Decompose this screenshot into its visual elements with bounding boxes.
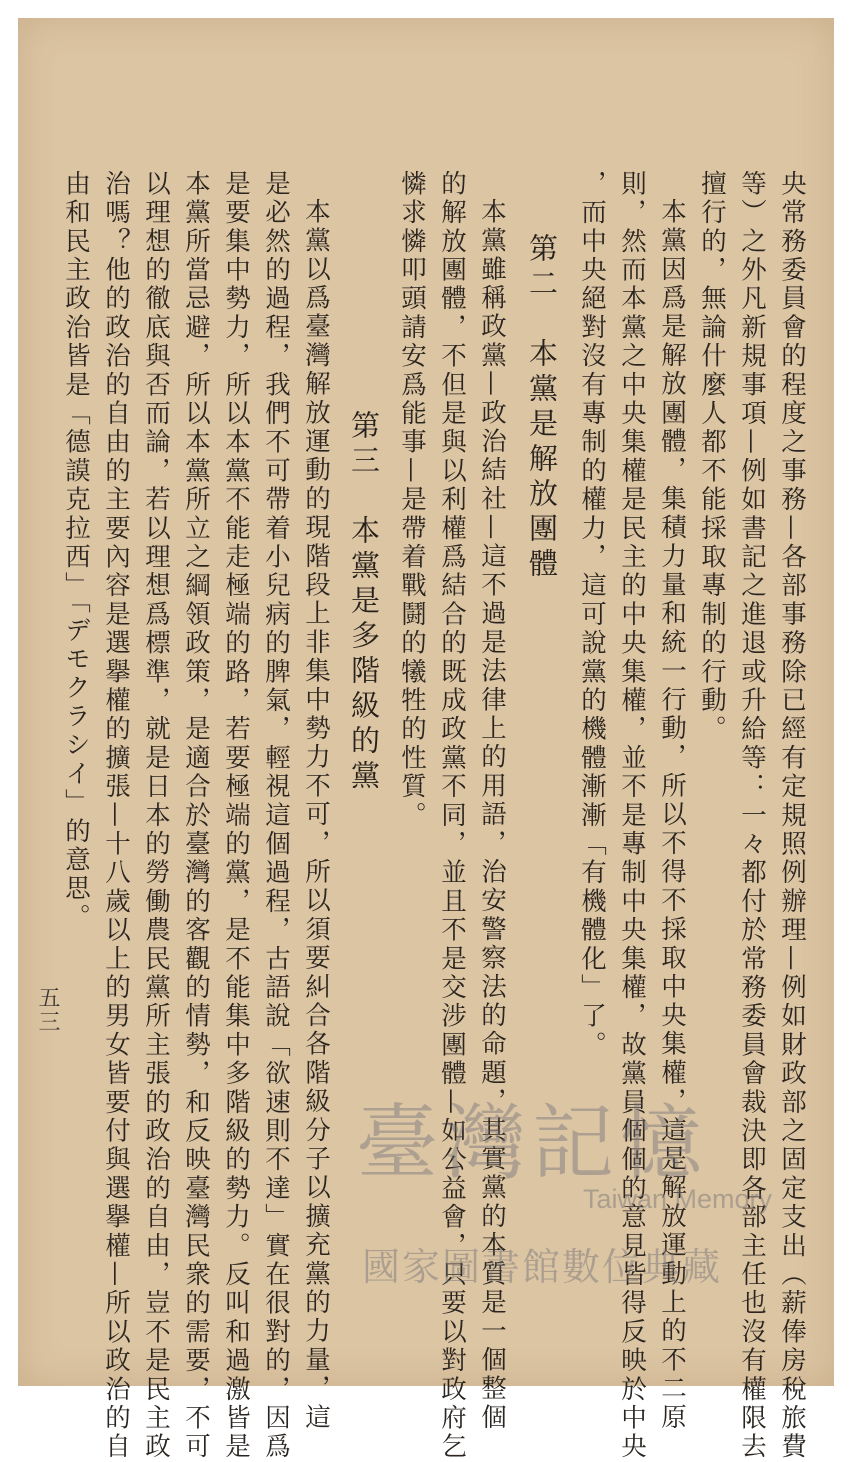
text-column: 的解放團體，不但是與以利權爲結合的既成政黨不同，並且不是交涉團體—如公益會，只要以對政府乞 <box>437 170 467 1462</box>
text-column: 擅行的，無論什麼人都不能採取專制的行動。 <box>697 170 727 744</box>
text-column: 憐求憐叩頭請安爲能事—是帶着戰鬪的犧牲的性質。 <box>397 170 427 831</box>
watermark-logo: 臺灣記憶 <box>356 1096 709 1191</box>
watermark-subtitle: 國家圖書館數位典藏 <box>362 1245 723 1289</box>
text-column: 是要集中勢力，所以本黨不能走極端的路，若要極端的黨，是不能集中多階級的勢力。反叫和過激皆是 <box>221 170 251 1462</box>
text-column: ，而中央絕對沒有專制的權力，這可說黨的機體漸漸「有機體化」了。 <box>577 170 607 1060</box>
text-column: 本黨所當忌避，所以本黨所立之綱領政策，是適合於臺灣的客觀的情勢，和反映臺灣民衆的需要，不可 <box>181 170 211 1462</box>
document-page <box>18 18 834 1462</box>
text-column: 治嗎？他的政治的自由的主要內容是選擧權的擴張—十八歲以上的男女皆要付與選擧權—所以政治的自 <box>101 170 131 1462</box>
watermark-english: Taiwan Memory <box>583 1184 773 1214</box>
text-column: 由和民主政治皆是「德謨克拉西」「デモクラシイ」的意思。 <box>61 170 91 933</box>
section-heading-3: 第三 本黨是多階級的黨 <box>347 410 381 795</box>
text-column: 央常務委員會的程度之事務—各部事務除已經有定規照例辦理—例如財政部之固定支出（薪俸房稅旅費 <box>777 170 807 1462</box>
section-heading-2: 第二 本黨是解放團體 <box>525 233 559 583</box>
text-column: 本黨雖稱政黨—政治結社—這不過是法律上的用語，治安警察法的命題，其實黨的本質是一個整個 <box>477 198 507 1433</box>
text-column: 是必然的過程，我們不可帶着小兒病的脾氣，輕視這個過程，古語說「欲速則不達」實在很對的，因爲 <box>261 170 291 1462</box>
text-column: 則，然而本黨之中央集權是民主的中央集權，並不是專制中央集權，故黨員個個的意見皆得反映於中央 <box>617 170 647 1462</box>
page-number: 五三 <box>35 986 60 1034</box>
text-column: 等）之外凡新規事項—例如書記之進退或升給等：一々都付於常務委員會裁決即各部主任也沒有權限去 <box>737 170 767 1462</box>
text-column: 本黨因爲是解放團體，集積力量和統一行動，所以不得不採取中央集權，這是解放運動上的不二原 <box>657 198 687 1433</box>
text-column: 本黨以爲臺灣解放運動的現階段上非集中勢力不可，所以須要糾合各階級分子以擴充黨的力量，這 <box>301 198 331 1433</box>
text-column: 以理想的徹底與否而論，若以理想爲標準，就是日本的勞働農民黨所主張的政治的自由，豈不是民主政 <box>141 170 171 1462</box>
